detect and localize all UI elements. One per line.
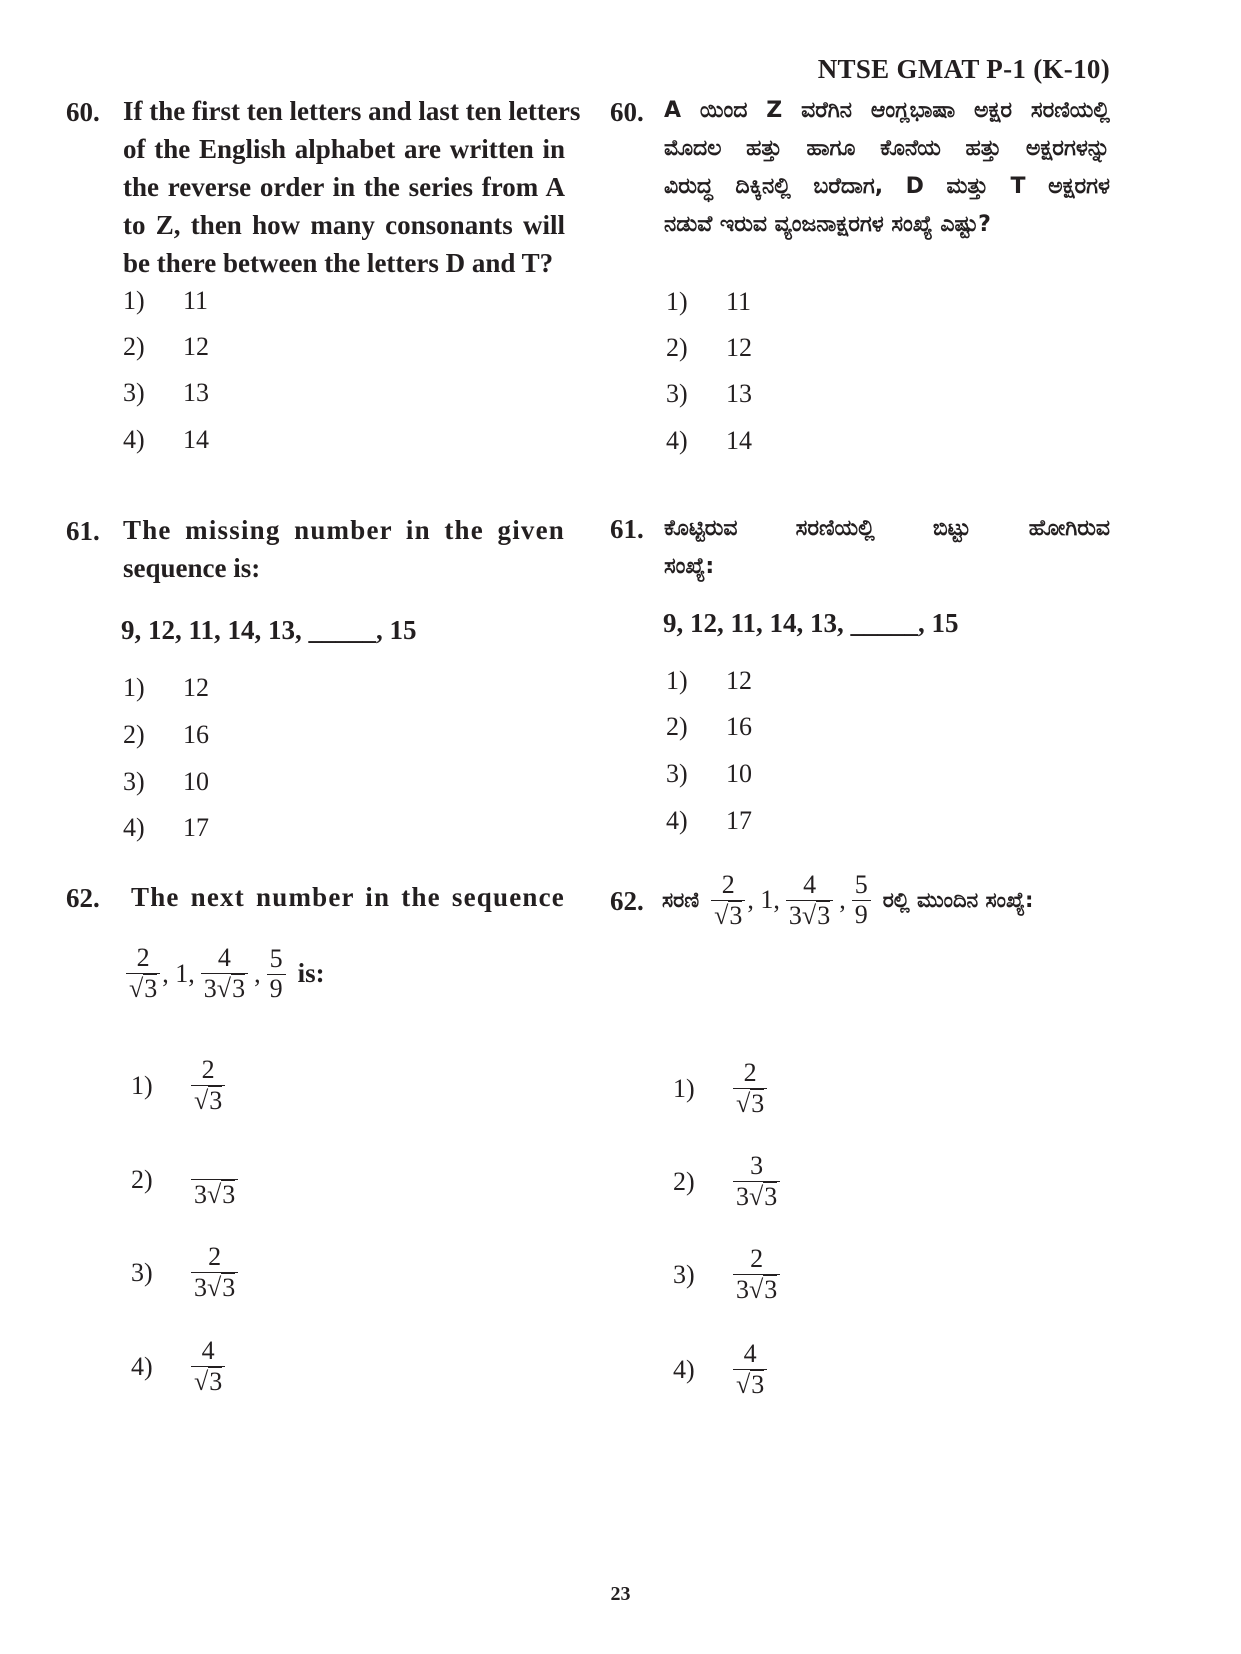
numerator: 2 xyxy=(743,1058,757,1087)
option-value: 11 xyxy=(183,286,209,315)
sqrt: √3 xyxy=(749,1275,778,1304)
question-line: to Z, then how many consonants will xyxy=(123,210,565,240)
coefficient: 3 xyxy=(788,900,802,930)
option-1[interactable] xyxy=(666,666,752,696)
option-label: 3) xyxy=(666,759,688,788)
option-label: 4) xyxy=(123,813,145,842)
option-4[interactable] xyxy=(673,1340,769,1399)
option-1[interactable] xyxy=(131,1056,227,1115)
question-text xyxy=(123,511,565,587)
question-text xyxy=(131,878,565,916)
option-label: 4) xyxy=(666,806,688,835)
denominator xyxy=(191,1179,238,1209)
fraction xyxy=(267,945,286,1003)
sequence-separator: , xyxy=(254,958,261,988)
option-value: 12 xyxy=(726,333,752,362)
option-1[interactable] xyxy=(666,287,751,317)
option-2[interactable] xyxy=(666,712,752,742)
sqrt: √3 xyxy=(801,900,831,930)
option-label: 4) xyxy=(123,425,145,454)
number-sequence: 9, 12, 11, 14, 13, _____, 15 xyxy=(121,615,417,645)
option-value: 13 xyxy=(183,378,209,407)
radicand: 3 xyxy=(751,1370,765,1399)
coefficient: 3 xyxy=(736,1182,749,1211)
question-suffix: is: xyxy=(297,958,325,988)
question-number: 60. xyxy=(610,97,644,127)
option-2[interactable] xyxy=(123,332,209,362)
radicand: 3 xyxy=(729,900,743,930)
denominator xyxy=(711,900,745,930)
question-line: ಸಂಖ್ಯೆ: xyxy=(664,554,715,579)
option-label: 2) xyxy=(673,1166,695,1196)
radicand: 3 xyxy=(764,1275,778,1304)
numerator: 5 xyxy=(854,870,868,899)
question-number: 61. xyxy=(66,516,100,546)
option-label: 2) xyxy=(123,332,145,361)
sqrt: √3 xyxy=(207,1180,236,1209)
option-4[interactable] xyxy=(123,425,209,455)
option-1[interactable] xyxy=(123,673,209,703)
sqrt: √3 xyxy=(194,1086,223,1115)
option-value: 10 xyxy=(183,767,209,796)
sqrt: √3 xyxy=(714,900,743,930)
denominator xyxy=(191,1272,238,1302)
option-label: 2) xyxy=(666,712,688,741)
page-number: 23 xyxy=(610,1583,631,1605)
option-value: 14 xyxy=(183,425,209,454)
radicand: 3 xyxy=(209,1367,223,1396)
radicand: 3 xyxy=(751,1089,765,1118)
fraction xyxy=(733,1152,780,1211)
option-4[interactable] xyxy=(123,813,209,843)
coefficient: 3 xyxy=(194,1180,207,1209)
numerator: 2 xyxy=(136,943,150,972)
sequence-separator: , xyxy=(839,885,846,914)
option-label: 1) xyxy=(131,1070,153,1100)
sqrt: √3 xyxy=(194,1367,223,1396)
radicand: 3 xyxy=(222,1180,236,1209)
option-label: 1) xyxy=(673,1073,695,1103)
radicand: 3 xyxy=(209,1086,223,1115)
fraction xyxy=(733,1245,780,1304)
fraction xyxy=(191,1243,238,1302)
fraction xyxy=(711,871,745,930)
option-2[interactable] xyxy=(131,1150,240,1209)
numerator xyxy=(212,1150,218,1179)
denominator xyxy=(126,973,160,1003)
option-4[interactable] xyxy=(666,806,752,836)
option-2[interactable] xyxy=(666,333,752,363)
sqrt: √3 xyxy=(736,1370,765,1399)
option-label: 4) xyxy=(666,426,688,455)
radicand: 3 xyxy=(764,1182,778,1211)
question-line: sequence is: xyxy=(123,553,261,583)
option-label: 1) xyxy=(666,287,688,316)
option-label: 1) xyxy=(666,666,688,695)
question-text xyxy=(123,92,581,282)
sqrt: √3 xyxy=(749,1182,778,1211)
fraction xyxy=(733,1340,767,1399)
fraction-sequence xyxy=(124,944,325,1003)
question-line: If the first ten letters and last ten letters xyxy=(123,96,581,126)
option-2[interactable] xyxy=(673,1152,782,1211)
option-value: 11 xyxy=(726,287,752,316)
option-label: 2) xyxy=(131,1164,153,1194)
question-prefix: ಸರಣಿ xyxy=(662,887,700,912)
numerator: 4 xyxy=(217,943,231,972)
option-value: 12 xyxy=(183,673,209,702)
question-suffix: ರಲ್ಲಿ ಮುಂದಿನ ಸಂಖ್ಯೆ: xyxy=(882,887,1034,912)
question-line: A ಯಿಂದ Z ವರೆಗಿನ ಆಂಗ್ಲಭಾಷಾ ಅಕ್ಷರ ಸರಣಿಯಲ್ಲಿ xyxy=(664,98,1110,123)
fraction xyxy=(786,871,833,930)
numerator: 4 xyxy=(201,1336,215,1365)
fraction xyxy=(191,1337,225,1396)
option-3[interactable] xyxy=(123,767,209,797)
option-label: 4) xyxy=(673,1354,695,1384)
question-text xyxy=(664,510,1110,586)
option-value: 13 xyxy=(726,379,752,408)
option-value: 16 xyxy=(183,720,209,749)
option-1[interactable] xyxy=(673,1059,769,1118)
coefficient: 3 xyxy=(194,1273,207,1302)
denominator xyxy=(733,1088,767,1118)
option-3[interactable] xyxy=(666,379,752,409)
fraction xyxy=(733,1059,767,1118)
denominator xyxy=(786,900,833,930)
fraction xyxy=(191,1056,225,1115)
question-line: the reverse order in the series from A xyxy=(123,172,565,202)
fraction xyxy=(126,944,160,1003)
numerator: 5 xyxy=(269,943,283,973)
option-label: 3) xyxy=(123,378,145,407)
sqrt: √3 xyxy=(129,974,158,1003)
question-line: The next number in the sequence xyxy=(131,882,565,912)
denominator xyxy=(733,1369,767,1399)
option-label: 4) xyxy=(131,1351,153,1381)
question-text xyxy=(664,92,1110,244)
radicand: 3 xyxy=(232,974,246,1003)
coefficient: 3 xyxy=(736,1275,749,1304)
question-line: ವಿರುದ್ಧ ದಿಕ್ಕಿನಲ್ಲಿ ಬರೆದಾಗ, D ಮತ್ತು T ಅಕ್ಷರಗಳ xyxy=(664,174,1110,199)
fraction xyxy=(852,871,871,929)
sqrt: √3 xyxy=(736,1089,765,1118)
numerator: 2 xyxy=(750,1244,764,1273)
option-3[interactable] xyxy=(131,1243,240,1302)
number-sequence: 9, 12, 11, 14, 13, _____, 15 xyxy=(663,608,959,638)
question-number: 60. xyxy=(66,97,100,127)
numerator: 2 xyxy=(721,869,735,899)
denominator xyxy=(733,1181,780,1211)
question-line: The missing number in the given xyxy=(123,515,565,545)
denominator xyxy=(733,1274,780,1304)
option-4[interactable] xyxy=(666,426,752,456)
option-label: 1) xyxy=(123,286,145,315)
denominator xyxy=(191,1366,225,1396)
question-number: 62. xyxy=(610,886,644,916)
option-value: 17 xyxy=(726,806,752,835)
numerator: 4 xyxy=(803,869,817,899)
question-line: ಕೊಟ್ಟಿರುವ ಸರಣಿಯಲ್ಲಿ ಬಿಟ್ಟು ಹೋಗಿರುವ xyxy=(664,516,1110,541)
question-number: 61. xyxy=(610,514,644,544)
fraction xyxy=(191,1150,238,1209)
sqrt: √3 xyxy=(216,974,246,1003)
option-label: 2) xyxy=(666,333,688,362)
page-header: NTSE GMAT P-1 (K-10) xyxy=(817,54,1110,84)
question-line: of the English alphabet are written in xyxy=(123,134,565,164)
numerator: 2 xyxy=(208,1242,222,1271)
option-value: 12 xyxy=(183,332,209,361)
radicand: 3 xyxy=(817,900,831,930)
sequence-separator: , 1, xyxy=(162,958,195,988)
option-value: 12 xyxy=(726,666,752,695)
option-2[interactable] xyxy=(123,720,209,750)
question-line: ಮೊದಲ ಹತ್ತು ಹಾಗೂ ಕೊನೆಯ ಹತ್ತು ಅಕ್ಷರಗಳನ್ನು xyxy=(664,136,1110,161)
option-value: 10 xyxy=(726,759,752,788)
option-3[interactable] xyxy=(123,378,209,408)
denominator: 9 xyxy=(267,974,286,1003)
option-value: 16 xyxy=(726,712,752,741)
question-line: ನಡುವೆ ಇರುವ ವ್ಯಂಜನಾಕ್ಷರಗಳ ಸಂಖ್ಯೆ ಎಷ್ಟು? xyxy=(664,212,991,237)
option-label: 3) xyxy=(666,379,688,408)
coefficient: 3 xyxy=(203,974,217,1003)
numerator: 4 xyxy=(743,1339,757,1368)
sequence-separator: , 1, xyxy=(747,885,780,914)
denominator xyxy=(201,973,248,1003)
question-number: 62. xyxy=(66,883,100,913)
fraction xyxy=(201,944,248,1003)
option-3[interactable] xyxy=(673,1245,782,1304)
option-label: 2) xyxy=(123,720,145,749)
radicand: 3 xyxy=(144,974,158,1003)
numerator: 2 xyxy=(201,1055,215,1084)
option-value: 17 xyxy=(183,813,209,842)
option-1[interactable] xyxy=(123,286,208,316)
fraction-sequence xyxy=(662,866,1033,934)
radicand: 3 xyxy=(222,1273,236,1302)
option-4[interactable] xyxy=(131,1337,227,1396)
option-label: 3) xyxy=(131,1257,153,1287)
option-value: 14 xyxy=(726,426,752,455)
sqrt: √3 xyxy=(207,1273,236,1302)
option-label: 3) xyxy=(673,1259,695,1289)
numerator: 3 xyxy=(750,1151,764,1180)
option-3[interactable] xyxy=(666,759,752,789)
option-label: 3) xyxy=(123,767,145,796)
option-label: 1) xyxy=(123,673,145,702)
denominator: 9 xyxy=(852,900,871,929)
question-line: be there between the letters D and T? xyxy=(123,248,554,278)
denominator xyxy=(191,1085,225,1115)
